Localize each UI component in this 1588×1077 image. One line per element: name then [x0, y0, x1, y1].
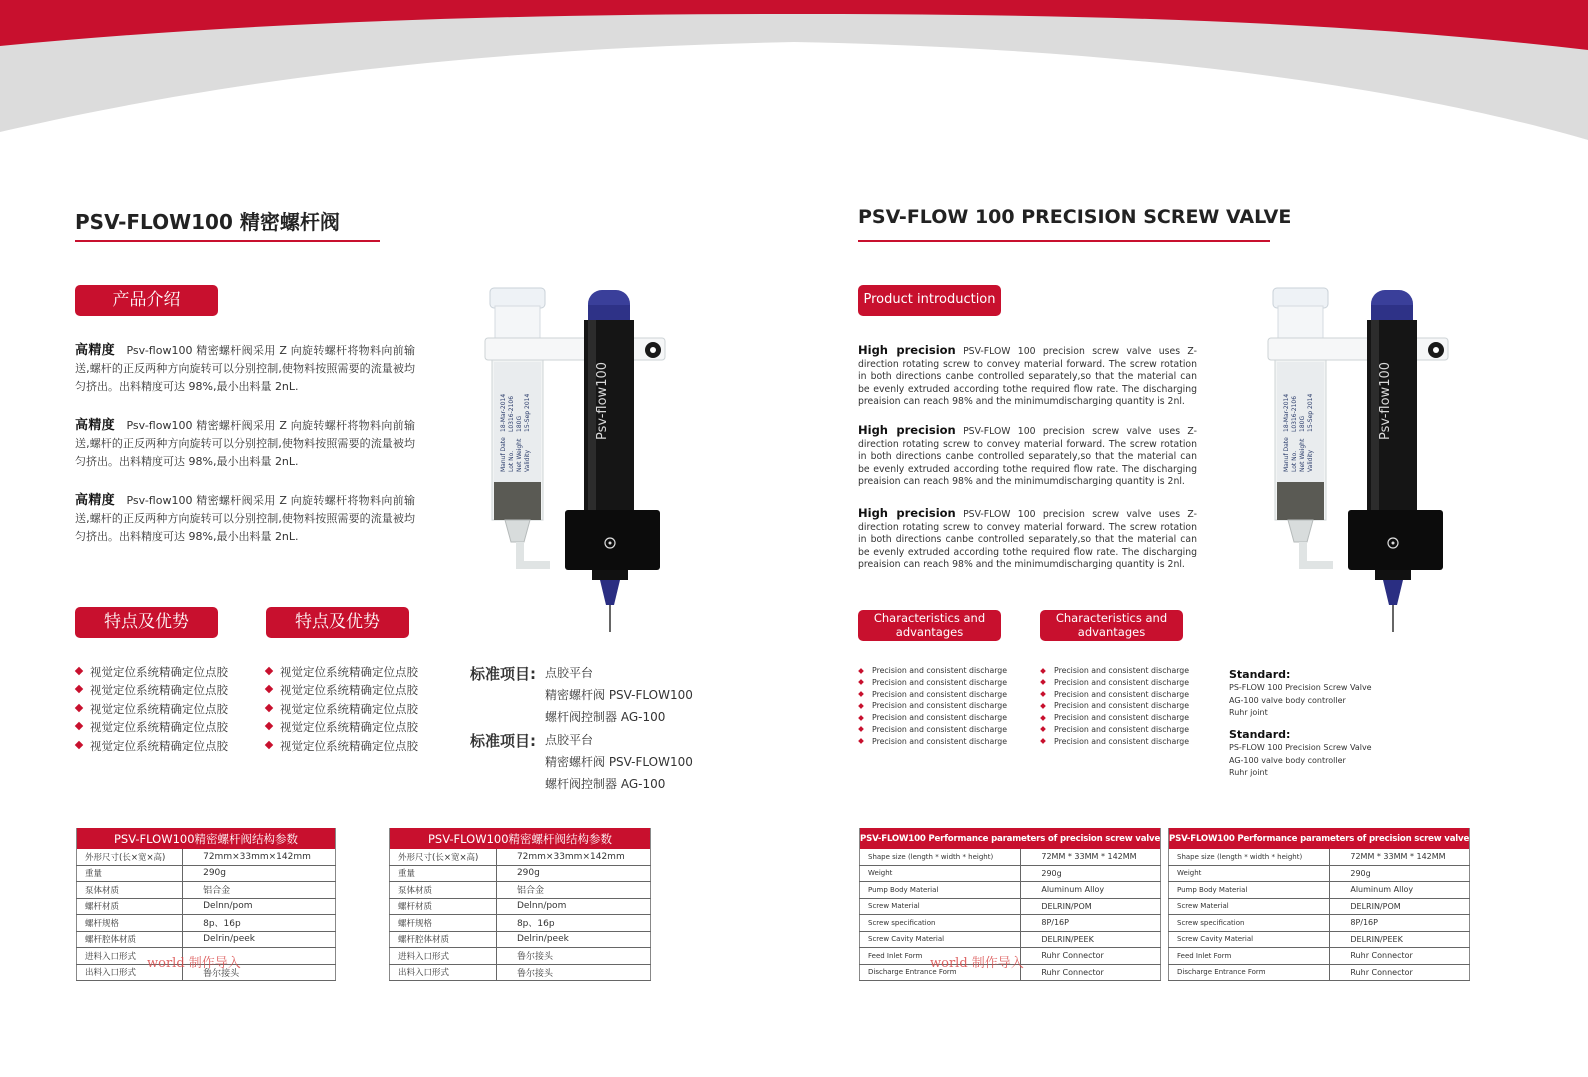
standard-block-en-2: [1229, 728, 1372, 780]
table-cell: 72MM * 33MM * 142MM: [1021, 849, 1161, 865]
list-item: Precision and consistent discharge: [1040, 677, 1189, 689]
table-row: [390, 849, 651, 865]
standard-label: Standard:: [1229, 728, 1291, 741]
table-row: [77, 849, 336, 865]
syringe-label: Validity: [524, 449, 531, 472]
list-item: Precision and consistent discharge: [858, 712, 1007, 724]
intro-pill: 产品介绍: [75, 285, 218, 316]
intro-paragraph-en-3: [858, 507, 1197, 572]
table-cell: 螺杆规格: [77, 915, 183, 932]
features-pill-en-1: Characteristics and advantages: [858, 610, 1001, 641]
para-text: Psv-flow100 精密螺杆阀采用 Z 向旋转螺杆将物料向前输送,螺杆的正反两种方向旋转可以分别控制,使物料按照需要的流量被均匀挤出。出料精度可达 98%,最小出料量 2nL.: [75, 344, 415, 393]
standard-item: 螺杆阀控制器 AG-100: [545, 777, 666, 791]
syringe-label: Net Weight: [1299, 438, 1306, 472]
table-cell: Delnn/pom: [183, 898, 336, 915]
syringe-value: L0316-2106: [508, 395, 515, 432]
table-row: [390, 865, 651, 882]
standard-item: 精密螺杆阀 PSV-FLOW100: [545, 755, 693, 769]
table-cell: 铝合金: [496, 882, 650, 899]
table-cell: DELRIN/PEEK: [1021, 931, 1161, 948]
table-cell: 外形尺寸(长×宽×高): [77, 849, 183, 865]
list-item: 视觉定位系统精确定位点胶: [75, 681, 228, 699]
table-row: [1169, 898, 1470, 915]
table-row: [860, 898, 1161, 915]
bracket: [485, 338, 665, 360]
table-row: [1169, 849, 1470, 865]
syringe-label: Validity: [1307, 449, 1314, 472]
table-cell: Feed Inlet Form: [860, 948, 1021, 965]
syringe-label: Lot No.: [1291, 450, 1298, 472]
table-cell: 螺杆材质: [77, 898, 183, 915]
table-cell: Screw Cavity Material: [1169, 931, 1330, 948]
table-cell: Screw Material: [1169, 898, 1330, 915]
table-cell: 重量: [77, 865, 183, 882]
table-cell: Shape size (length * width * height): [860, 849, 1021, 865]
table-cell: DELRIN/POM: [1330, 898, 1470, 915]
standard-item: PS-FLOW 100 Precision Screw Valve: [1229, 683, 1372, 692]
table-row: [390, 915, 651, 932]
features-list-en-2: [1040, 665, 1189, 748]
list-item: Precision and consistent discharge: [1040, 689, 1189, 701]
standard-item: Ruhr joint: [1229, 708, 1268, 717]
table-cell: DELRIN/POM: [1021, 898, 1161, 915]
table-row: [860, 915, 1161, 932]
table-row: [860, 849, 1161, 865]
table-cell: 72mm×33mm×142mm: [496, 849, 650, 865]
left-page-title: PSV-FLOW100 精密螺杆阀: [75, 210, 340, 234]
para-lead: High precision: [858, 506, 956, 520]
table-cell: 290g: [496, 865, 650, 882]
table-row: [390, 948, 651, 965]
para-lead: 高精度: [75, 493, 115, 508]
table-cell: Ruhr Connector: [1021, 964, 1161, 981]
list-item: 视觉定位系统精确定位点胶: [265, 737, 418, 755]
left-title-underline: [75, 240, 380, 242]
table-cell: 重量: [390, 865, 497, 882]
right-page-title: PSV-FLOW 100 PRECISION SCREW VALVE: [858, 206, 1292, 228]
table-row: [77, 915, 336, 932]
table-cell: 鲁尔接头: [496, 948, 650, 965]
syringe-value: 18-Mar-2014: [500, 393, 507, 432]
table-cell: DELRIN/PEEK: [1330, 931, 1470, 948]
list-item: Precision and consistent discharge: [1040, 712, 1189, 724]
standard-item: PS-FLOW 100 Precision Screw Valve: [1229, 743, 1372, 752]
product-image-left: [480, 280, 675, 640]
para-lead: 高精度: [75, 343, 115, 358]
table-cell: Screw Cavity Material: [860, 931, 1021, 948]
table-row: [390, 882, 651, 899]
table-row: [1169, 865, 1470, 882]
list-item: 视觉定位系统精确定位点胶: [75, 700, 228, 718]
table-cell: 出料入口形式: [77, 964, 183, 981]
list-item: 视觉定位系统精确定位点胶: [75, 737, 228, 755]
table-cell: 外形尺寸(长×宽×高): [390, 849, 497, 865]
table-row: [390, 931, 651, 948]
standard-label: 标准项目:: [470, 665, 536, 683]
list-item: Precision and consistent discharge: [1040, 700, 1189, 712]
list-item: 视觉定位系统精确定位点胶: [75, 663, 228, 681]
para-text: PSV-FLOW 100 precision screw valve uses Z-direction rotating screw to convey material forward. The screw rotation in both directions canbe controlled separately,so that the material can be evenly extruded according tothe required flow rate. The discharging preaision can reach 98% and the minimumdischarging quantity is 2nl.: [858, 509, 1197, 570]
table-cell: Discharge Entrance Form: [1169, 964, 1330, 981]
table-cell: Aluminum Alloy: [1021, 882, 1161, 899]
watermark: world 制作导入: [147, 956, 241, 971]
list-item: Precision and consistent discharge: [858, 677, 1007, 689]
table-cell: Delnn/pom: [496, 898, 650, 915]
table-row: [1169, 915, 1470, 932]
table-cell: Delrin/peek: [183, 931, 336, 948]
table-row: [77, 898, 336, 915]
table-cell: 螺杆腔体材质: [390, 931, 497, 948]
table-cell: 8p、16p: [496, 915, 650, 932]
para-lead: High precision: [858, 343, 956, 357]
syringe-label: Net Weight: [516, 438, 523, 472]
table-title: PSV-FLOW100精密螺杆阀结构参数: [77, 828, 336, 849]
table-cell: 72mm×33mm×142mm: [183, 849, 336, 865]
list-item: 视觉定位系统精确定位点胶: [265, 663, 418, 681]
table-cell: Pump Body Material: [1169, 882, 1330, 899]
table-cell: 290g: [183, 865, 336, 882]
table-cell: Aluminum Alloy: [1330, 882, 1470, 899]
list-item: Precision and consistent discharge: [1040, 724, 1189, 736]
table-cell: 8P/16P: [1330, 915, 1470, 932]
intro-paragraph-2: [75, 417, 415, 471]
table-cell: Discharge Entrance Form: [860, 964, 1021, 981]
table-cell: 进料入口形式: [390, 948, 497, 965]
syringe: [490, 288, 550, 565]
para-text: PSV-FLOW 100 precision screw valve uses Z-direction rotating screw to convey material forward. The screw rotation in both directions canbe controlled separately,so that the material can be evenly extruded according tothe required flow rate. The discharging preaision can reach 98% and the minimumdischarging quantity is 2nl.: [858, 426, 1197, 487]
table-cell: 出料入口形式: [390, 964, 497, 981]
table-title: PSV-FLOW100 Performance parameters of precision screw valve: [860, 828, 1161, 849]
para-text: PSV-FLOW 100 precision screw valve uses Z-direction rotating screw to convey material forward. The screw rotation in both directions canbe controlled separately,so that the material can be evenly extruded according tothe required flow rate. The discharging preaision can reach 98% and the minimumdischarging quantity is 2nl.: [858, 346, 1197, 407]
list-item: Precision and consistent discharge: [858, 700, 1007, 712]
list-item: Precision and consistent discharge: [1040, 665, 1189, 677]
standard-item: 点胶平台: [545, 666, 594, 680]
standard-label: 标准项目:: [470, 732, 536, 750]
features-list-1: [75, 663, 228, 755]
table-cell: 螺杆腔体材质: [77, 931, 183, 948]
features-list-2: [265, 663, 418, 755]
syringe-value: 180G: [1299, 415, 1306, 432]
table-cell: Ruhr Connector: [1330, 964, 1470, 981]
features-pill-2: 特点及优势: [266, 607, 409, 638]
list-item: Precision and consistent discharge: [858, 736, 1007, 748]
syringe-value: 180G: [516, 415, 523, 432]
table-title: PSV-FLOW100精密螺杆阀结构参数: [390, 828, 651, 849]
para-text: Psv-flow100 精密螺杆阀采用 Z 向旋转螺杆将物料向前输送,螺杆的正反两种方向旋转可以分别控制,使物料按照需要的流量被均匀挤出。出料精度可达 98%,最小出料量 2nL.: [75, 494, 415, 543]
syringe-label: Manuf Date: [1283, 437, 1290, 472]
table-row: [1169, 931, 1470, 948]
table-row: [860, 865, 1161, 882]
table-row: [77, 931, 336, 948]
table-cell: Delrin/peek: [496, 931, 650, 948]
features-pill-en-2: Characteristics and advantages: [1040, 610, 1183, 641]
table-cell: 螺杆规格: [390, 915, 497, 932]
table-row: [1169, 964, 1470, 981]
table-row: [77, 865, 336, 882]
right-title-underline: [858, 240, 1270, 242]
table-cell: Screw specification: [1169, 915, 1330, 932]
intro-paragraph-en-1: [858, 344, 1197, 409]
standard-item: 精密螺杆阀 PSV-FLOW100: [545, 688, 693, 702]
table-cell: 进料入口形式: [77, 948, 183, 965]
standard-block-2: [470, 730, 710, 800]
intro-pill-en: Product introduction: [858, 285, 1001, 316]
table-cell: 290g: [1330, 865, 1470, 882]
list-item: Precision and consistent discharge: [858, 689, 1007, 701]
syringe-value: L0316-2106: [1291, 395, 1298, 432]
table-row: [1169, 948, 1470, 965]
table-cell: 鲁尔接头: [183, 964, 336, 981]
valve-label: Psv-flow100: [595, 361, 610, 440]
table-row: [390, 964, 651, 981]
bracket: [1268, 338, 1448, 360]
table-cell: Feed Inlet Form: [1169, 948, 1330, 965]
syringe-label: Lot No.: [508, 450, 515, 472]
table-cell: 泵体材质: [77, 882, 183, 899]
features-list-en-1: [858, 665, 1007, 748]
table-cell: Ruhr Connector: [1330, 948, 1470, 965]
table-title: PSV-FLOW100 Performance parameters of precision screw valve: [1169, 828, 1470, 849]
table-row: [1169, 882, 1470, 899]
table-cell: Pump Body Material: [860, 882, 1021, 899]
syringe-value: 18-Mar-2014: [1283, 393, 1290, 432]
syringe: [1273, 288, 1333, 565]
table-cell: Weight: [860, 865, 1021, 882]
table-cell: 8p、16p: [183, 915, 336, 932]
para-lead: High precision: [858, 423, 956, 437]
list-item: 视觉定位系统精确定位点胶: [75, 718, 228, 736]
standard-item: 螺杆阀控制器 AG-100: [545, 710, 666, 724]
features-pill-1: 特点及优势: [75, 607, 218, 638]
list-item: Precision and consistent discharge: [858, 724, 1007, 736]
table-cell: Ruhr Connector: [1021, 948, 1161, 965]
table-row: [860, 882, 1161, 899]
para-lead: 高精度: [75, 418, 115, 433]
header-band: [0, 0, 1588, 140]
list-item: 视觉定位系统精确定位点胶: [265, 681, 418, 699]
syringe-value: 15-Sep 2014: [524, 393, 531, 432]
valve-label: Psv-flow100: [1378, 361, 1393, 440]
intro-paragraph-1: [75, 342, 415, 396]
list-item: 视觉定位系统精确定位点胶: [265, 718, 418, 736]
list-item: Precision and consistent discharge: [1040, 736, 1189, 748]
table-cell: Shape size (length * width * height): [1169, 849, 1330, 865]
para-text: Psv-flow100 精密螺杆阀采用 Z 向旋转螺杆将物料向前输送,螺杆的正反两种方向旋转可以分别控制,使物料按照需要的流量被均匀挤出。出料精度可达 98%,最小出料量 2nL.: [75, 419, 415, 468]
watermark: world 制作导入: [930, 956, 1024, 971]
params-table-en-2: [1168, 828, 1470, 981]
table-row: [860, 931, 1161, 948]
table-cell: Weight: [1169, 865, 1330, 882]
standard-block-1: [470, 663, 710, 733]
standard-item: AG-100 valve body controller: [1229, 755, 1346, 765]
table-cell: 72MM * 33MM * 142MM: [1330, 849, 1470, 865]
table-cell: Screw specification: [860, 915, 1021, 932]
syringe-label: Manuf Date: [500, 437, 507, 472]
standard-item: Ruhr joint: [1229, 768, 1268, 777]
intro-paragraph-3: [75, 492, 415, 546]
standard-block-en-1: [1229, 668, 1372, 720]
table-cell: 290g: [1021, 865, 1161, 882]
table-cell: 螺杆材质: [390, 898, 497, 915]
standard-label: Standard:: [1229, 668, 1291, 681]
table-cell: 泵体材质: [390, 882, 497, 899]
product-image-right: [1263, 280, 1458, 640]
table-row: [77, 882, 336, 899]
list-item: 视觉定位系统精确定位点胶: [265, 700, 418, 718]
table-cell: 8P/16P: [1021, 915, 1161, 932]
table-cell: 鲁尔接头: [496, 964, 650, 981]
standard-item: 点胶平台: [545, 733, 594, 747]
table-cell: Screw Material: [860, 898, 1021, 915]
params-table-2: [389, 828, 651, 981]
intro-paragraph-en-2: [858, 424, 1197, 489]
list-item: Precision and consistent discharge: [858, 665, 1007, 677]
table-cell: 铝合金: [183, 882, 336, 899]
syringe-value: 15-Sep 2014: [1307, 393, 1314, 432]
table-row: [390, 898, 651, 915]
standard-item: AG-100 valve body controller: [1229, 695, 1346, 705]
